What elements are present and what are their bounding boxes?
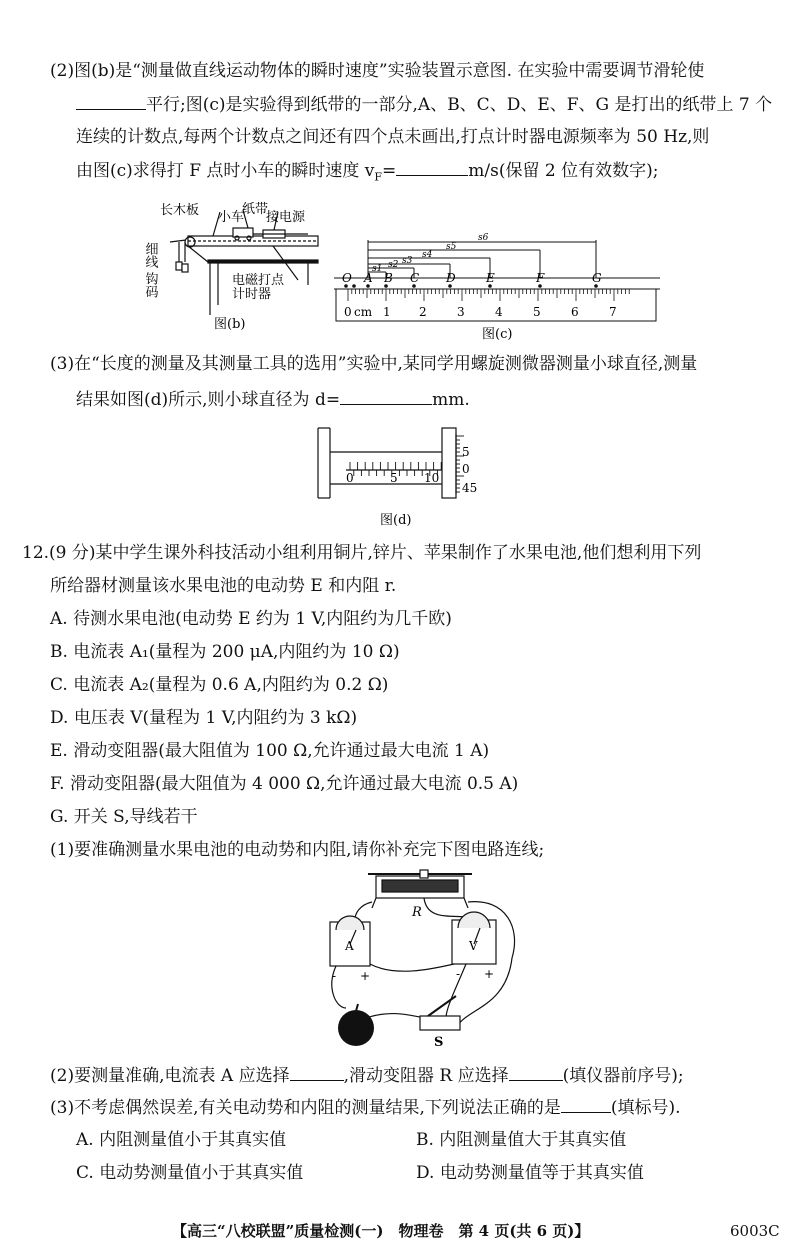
point-b: B bbox=[384, 271, 393, 285]
choice-d: D. 电动势测量值等于其真实值 bbox=[416, 1163, 644, 1183]
point-a: A bbox=[364, 271, 373, 285]
point-f: F bbox=[536, 271, 545, 285]
choice-b: B. 内阻测量值大于其真实值 bbox=[416, 1130, 627, 1150]
answer-blank-pulley[interactable] bbox=[76, 94, 146, 110]
ruler-unit: cm bbox=[354, 305, 373, 319]
point-o: O bbox=[342, 271, 352, 285]
option-e: E. 滑动变阻器(最大阻值为 100 Ω,允许通过最大电流 1 A) bbox=[50, 741, 490, 761]
q12-stem-2: 所给器材测量该水果电池的电动势 E 和内阻 r. bbox=[50, 576, 397, 596]
label-string: 细线 bbox=[142, 242, 158, 268]
ruler-tick-7: 7 bbox=[609, 305, 617, 319]
option-a: A. 待测水果电池(电动势 E 约为 1 V,内阻约为几千欧) bbox=[50, 609, 452, 629]
wire-ammeter-v bbox=[370, 964, 454, 971]
q11-2-line4-text: 由图(c)求得打 F 点时小车的瞬时速度 v bbox=[76, 161, 375, 181]
choice-c: C. 电动势测量值小于其真实值 bbox=[76, 1163, 304, 1183]
figure-d-caption: 图(d) bbox=[380, 513, 412, 528]
s4-label: s4 bbox=[422, 250, 433, 260]
voltmeter-plus: + bbox=[484, 967, 495, 981]
switch-base bbox=[420, 1016, 460, 1030]
q11-2-line2 bbox=[76, 94, 772, 115]
q11-2-line2-text: 平行;图(c)是实验得到纸带的一部分,A、B、C、D、E、F、G 是打出的纸带上 7 个 bbox=[146, 95, 773, 115]
label-board: 长木板 bbox=[160, 203, 200, 218]
figure-b-caption: 图(b) bbox=[214, 317, 246, 332]
ruler-tick-3: 3 bbox=[457, 305, 465, 319]
main-scale-0: 0 bbox=[346, 471, 354, 485]
footer-text: 【高三“八校联盟”质量检测(一) 物理卷 第 4 页(共 6 页)】 bbox=[172, 1222, 590, 1240]
q12-sub3-text: (3)不考虑偶然误差,有关电动势和内阻的测量结果,下列说法正确的是 bbox=[50, 1098, 561, 1118]
label-r: R bbox=[412, 905, 422, 920]
ruler-tick-5: 5 bbox=[533, 305, 541, 319]
s6-label: s6 bbox=[478, 233, 489, 243]
main-scale-5: 5 bbox=[390, 471, 398, 485]
ruler-tick-0: 0 bbox=[344, 305, 352, 319]
q11-2-line4 bbox=[76, 160, 658, 184]
q11-2-line3: 连续的计数点,每两个计数点之间还有四个点未画出,打点计时器电源频率为 50 Hz,则 bbox=[76, 127, 710, 147]
q11-3-line2 bbox=[76, 389, 470, 410]
q12-stem-1: 12.(9 分)某中学生课外科技活动小组利用铜片,锌片、苹果制作了水果电池,他们想利用下列 bbox=[22, 543, 702, 563]
ruler-tick-1: 1 bbox=[383, 305, 391, 319]
q12-sub3-tail: (填标号). bbox=[610, 1098, 681, 1118]
q12-sub1: (1)要准确测量水果电池的电动势和内阻,请你补充完下图电路连线; bbox=[50, 840, 545, 860]
answer-blank-diameter[interactable] bbox=[340, 389, 432, 405]
ruler-tick-2: 2 bbox=[419, 305, 427, 319]
footer-code: 6003C bbox=[730, 1222, 780, 1240]
label-timer-1: 电磁打点 bbox=[232, 273, 285, 288]
s2-label: s2 bbox=[388, 260, 399, 270]
label-s: S bbox=[434, 1035, 444, 1050]
answer-blank-velocity[interactable] bbox=[396, 160, 468, 176]
q11-3-line2-tail: mm. bbox=[432, 390, 470, 410]
q12-sub2 bbox=[50, 1065, 684, 1086]
point-c: C bbox=[410, 271, 420, 285]
label-v: V bbox=[469, 939, 478, 953]
option-d: D. 电压表 V(量程为 1 V,内阻约为 3 kΩ) bbox=[50, 708, 358, 728]
figure-c-tape-ruler bbox=[322, 226, 662, 342]
option-g: G. 开关 S,导线若干 bbox=[50, 807, 198, 827]
circuit-diagram bbox=[316, 868, 528, 1054]
option-c: C. 电流表 A₂(量程为 0.6 A,内阻约为 0.2 Ω) bbox=[50, 675, 389, 695]
label-timer-2: 计时器 bbox=[232, 287, 272, 302]
ruler-tick-4: 4 bbox=[495, 305, 503, 319]
figure-c-caption: 图(c) bbox=[482, 327, 513, 342]
label-tape: 纸带 bbox=[242, 202, 269, 217]
thimble-45: 45 bbox=[462, 481, 478, 495]
s1-label: s1 bbox=[372, 264, 383, 274]
label-hook-weight: 钩码 bbox=[142, 272, 158, 298]
s3-label: s3 bbox=[402, 256, 413, 266]
thimble-0: 0 bbox=[462, 462, 470, 476]
figure-b-apparatus bbox=[142, 200, 320, 332]
answer-blank-choice[interactable] bbox=[561, 1097, 611, 1113]
main-scale-10: 10 bbox=[424, 471, 440, 485]
answer-blank-ammeter[interactable] bbox=[290, 1065, 344, 1081]
label-cart: 小车 bbox=[218, 210, 245, 225]
label-power: 接电源 bbox=[266, 210, 306, 225]
q12-sub2-part2: ,滑动变阻器 R 应选择 bbox=[343, 1066, 509, 1086]
q12-sub3 bbox=[50, 1097, 681, 1118]
point-d: D bbox=[446, 271, 456, 285]
point-e: E bbox=[486, 271, 495, 285]
voltmeter-minus: - bbox=[456, 967, 461, 981]
thimble-5: 5 bbox=[462, 445, 470, 459]
figure-d-micrometer bbox=[316, 426, 496, 530]
option-b: B. 电流表 A₁(量程为 200 μA,内阻约为 10 Ω) bbox=[50, 642, 400, 662]
q11-2-line4-tail: m/s(保留 2 位有效数字); bbox=[468, 161, 659, 181]
ruler-tick-6: 6 bbox=[571, 305, 579, 319]
label-a: A bbox=[345, 939, 354, 953]
answer-blank-rheostat[interactable] bbox=[509, 1065, 563, 1081]
q11-3-line2-text: 结果如图(d)所示,则小球直径为 d= bbox=[76, 390, 341, 410]
q12-sub2-part1: (2)要测量准确,电流表 A 应选择 bbox=[50, 1066, 290, 1086]
ammeter-plus: + bbox=[360, 969, 371, 983]
option-f: F. 滑动变阻器(最大阻值为 4 000 Ω,允许通过最大电流 0.5 A) bbox=[50, 774, 519, 794]
ammeter-minus: - bbox=[332, 969, 337, 983]
apple bbox=[338, 1010, 374, 1046]
q12-sub2-part3: (填仪器前序号); bbox=[562, 1066, 684, 1086]
s5-label: s5 bbox=[446, 242, 457, 252]
choice-a: A. 内阻测量值小于其真实值 bbox=[76, 1130, 287, 1150]
q11-2-line1: (2)图(b)是“测量做直线运动物体的瞬时速度”实验装置示意图. 在实验中需要调节滑轮使 bbox=[50, 61, 705, 81]
wire-apple-switch bbox=[366, 1014, 428, 1018]
vf-subscript: F bbox=[374, 170, 383, 184]
q11-2-equals: = bbox=[382, 161, 397, 181]
q11-3-line1: (3)在“长度的测量及其测量工具的选用”实验中,某同学用螺旋测微器测量小球直径,测量 bbox=[50, 354, 698, 374]
point-g: G bbox=[592, 271, 602, 285]
